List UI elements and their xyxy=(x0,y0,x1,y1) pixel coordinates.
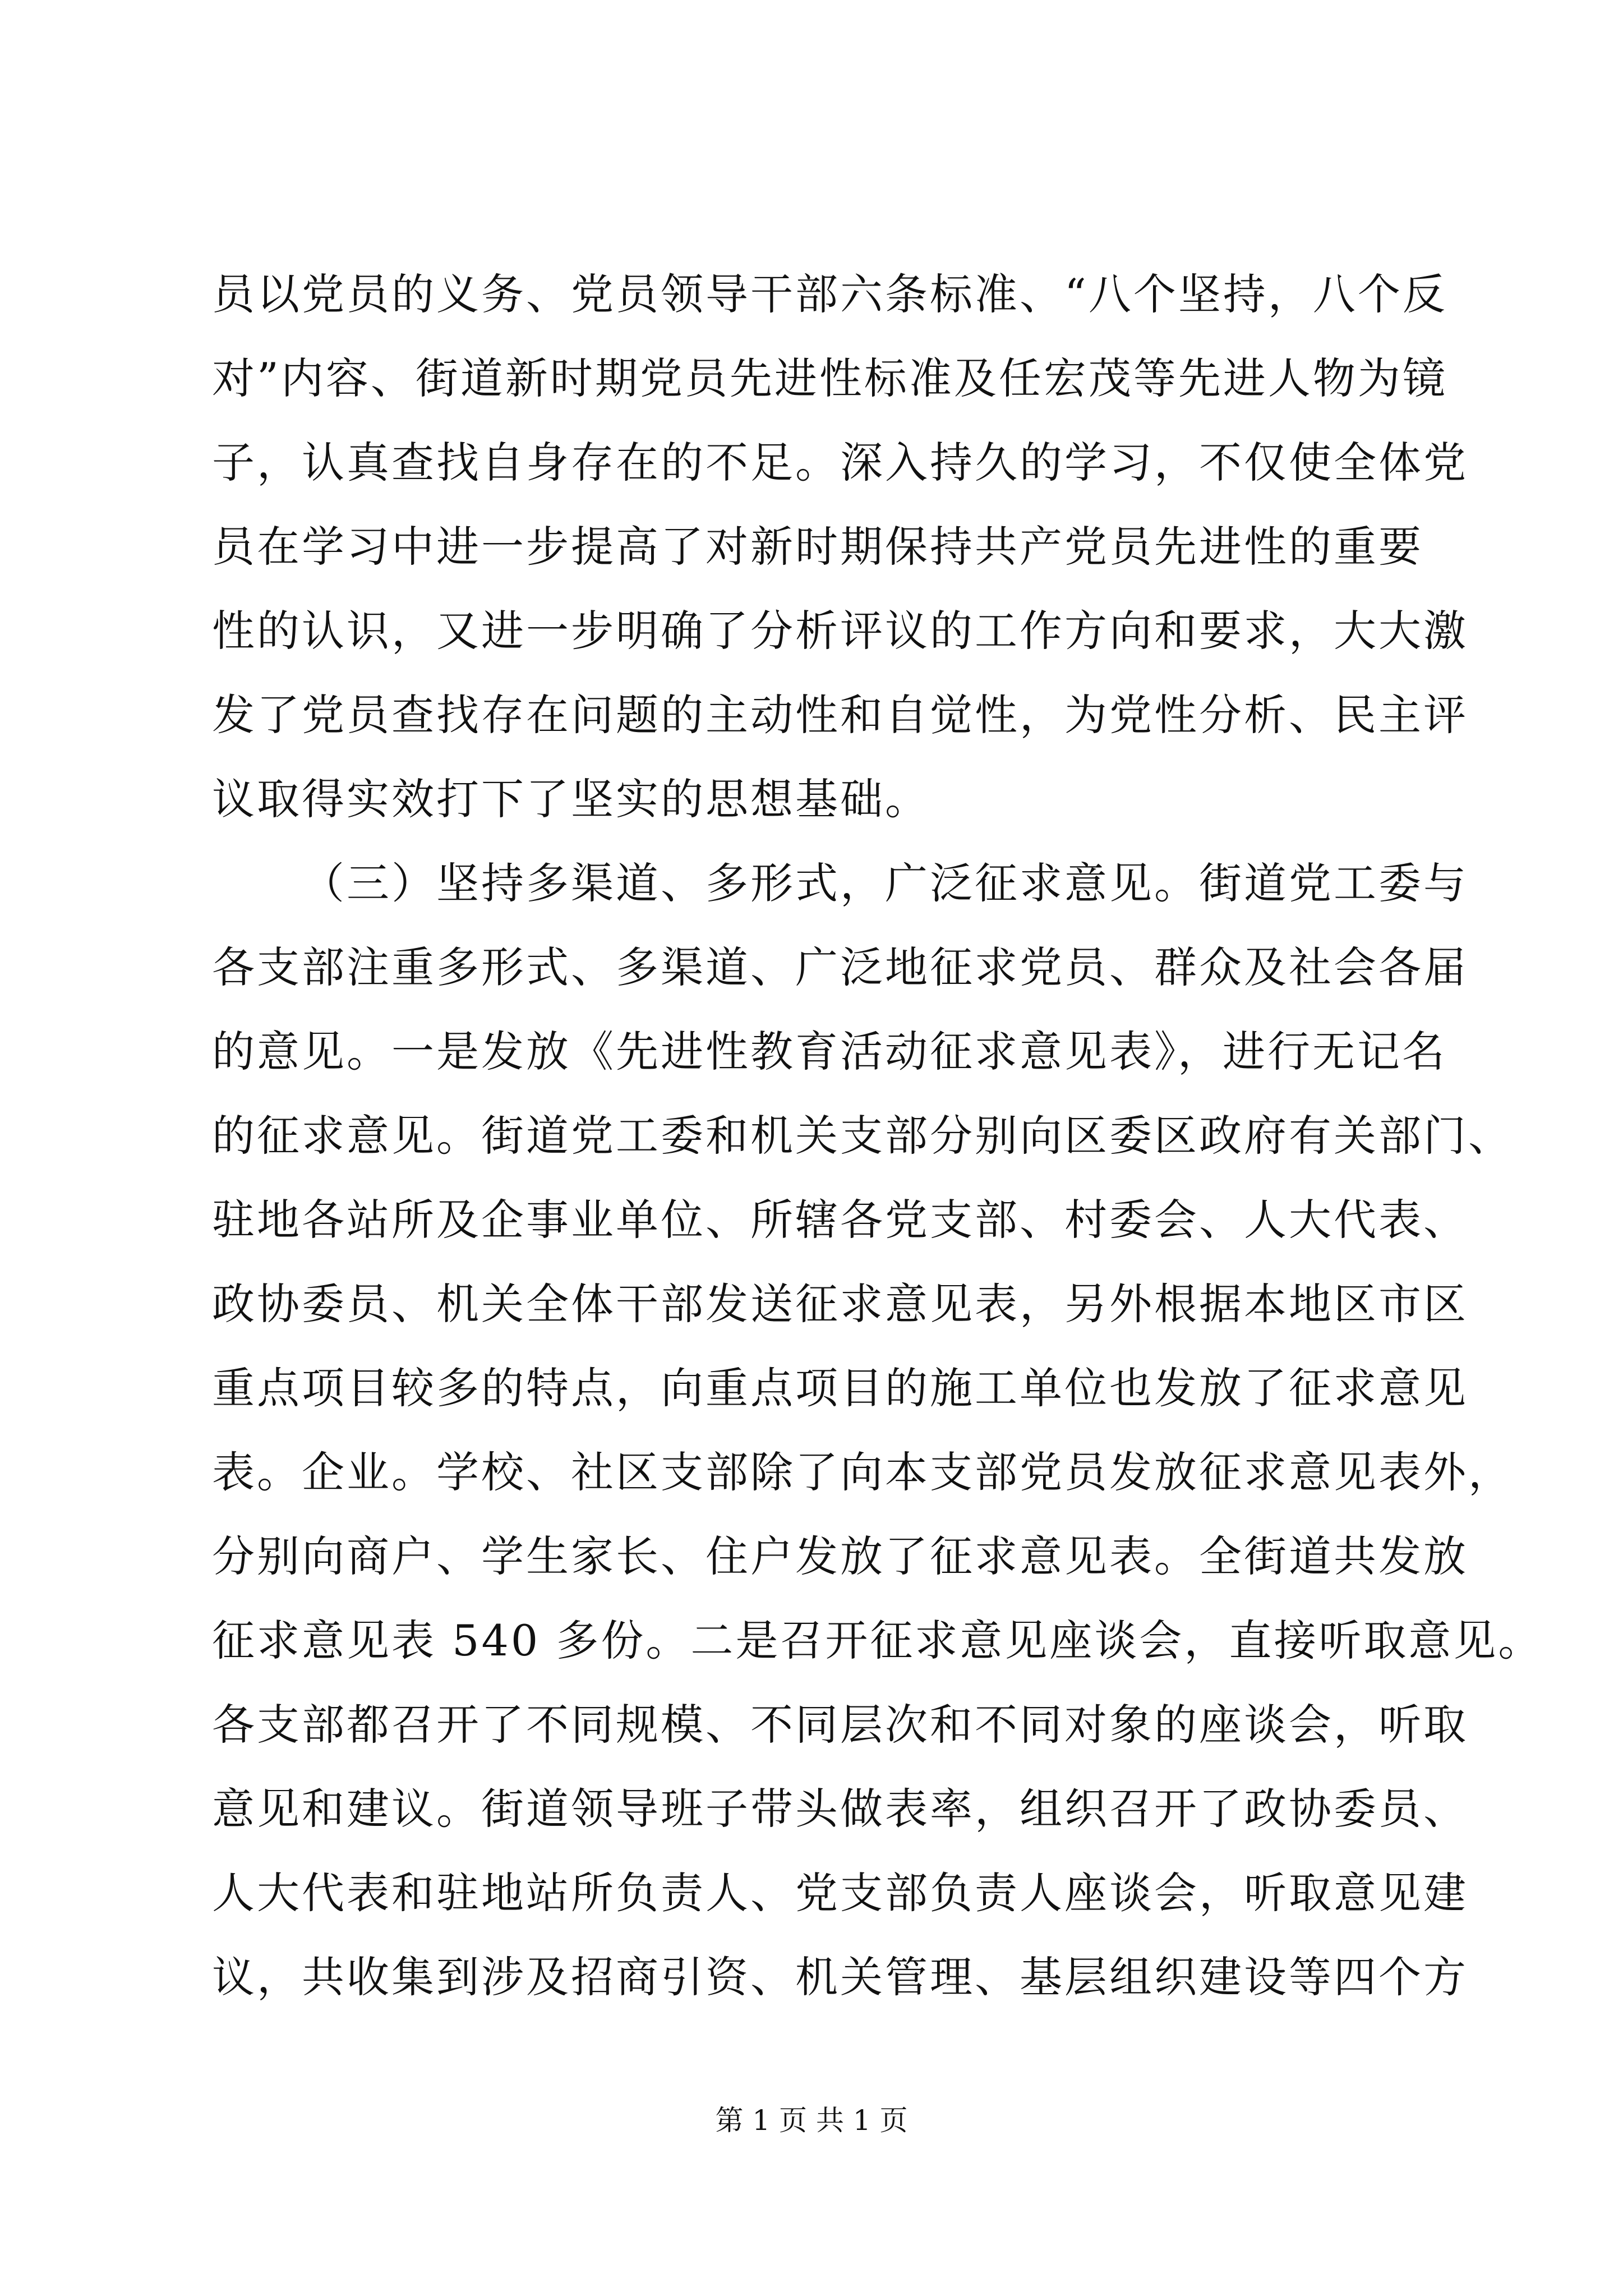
text-line: 人大代表和驻地站所负责人、党支部负责人座谈会，听取意见建 xyxy=(212,1868,1468,1918)
text-line: 驻地各站所及企事业单位、所辖各党支部、村委会、人大代表、 xyxy=(212,1195,1468,1245)
text-line: 性的认识，又进一步明确了分析评议的工作方向和要求，大大激 xyxy=(212,606,1468,656)
text-line: 各支部都召开了不同规模、不同层次和不同对象的座谈会，听取 xyxy=(212,1700,1468,1750)
page-footer: 第 1 页 共 1 页 xyxy=(715,2104,908,2137)
text-line: 议，共收集到涉及招商引资、机关管理、基层组织建设等四个方 xyxy=(212,1952,1468,2002)
text-line: 子，认真查找自身存在的不足。深入持久的学习，不仅使全体党 xyxy=(212,438,1468,487)
text-line: 对”内容、街道新时期党员先进性标准及任宏茂等先进人物为镜 xyxy=(212,353,1447,403)
text-line: 意见和建议。街道领导班子带头做表率，组织召开了政协委员、 xyxy=(212,1784,1468,1834)
section-heading-line: （三）坚持多渠道、多形式，广泛征求意见。街道党工委与 xyxy=(302,858,1468,908)
text-line: 发了党员查找存在问题的主动性和自觉性，为党性分析、民主评 xyxy=(212,690,1468,740)
text-line: 员以党员的义务、党员领导干部六条标准、“八个坚持，八个反 xyxy=(212,269,1447,319)
text-line: 重点项目较多的特点，向重点项目的施工单位也发放了征求意见 xyxy=(212,1363,1468,1413)
text-line: 的意见。一是发放《先进性教育活动征求意见表》，进行无记名 xyxy=(212,1027,1447,1076)
text-line: 各支部注重多形式、多渠道、广泛地征求党员、群众及社会各届 xyxy=(212,942,1468,992)
text-line: 征求意见表 540 多份。二是召开征求意见座谈会，直接听取意见。 xyxy=(212,1616,1543,1665)
text-line: 表。企业。学校、社区支部除了向本支部党员发放征求意见表外， xyxy=(212,1447,1513,1497)
text-line: 的征求意见。街道党工委和机关支部分别向区委区政府有关部门、 xyxy=(212,1111,1513,1161)
text-line: 员在学习中进一步提高了对新时期保持共产党员先进性的重要 xyxy=(212,522,1423,572)
text-line: 分别向商户、学生家长、住户发放了征求意见表。全街道共发放 xyxy=(212,1531,1468,1581)
text-line: 政协委员、机关全体干部发送征求意见表，另外根据本地区市区 xyxy=(212,1279,1468,1329)
text-line: 议取得实效打下了坚实的思想基础。 xyxy=(212,774,930,824)
